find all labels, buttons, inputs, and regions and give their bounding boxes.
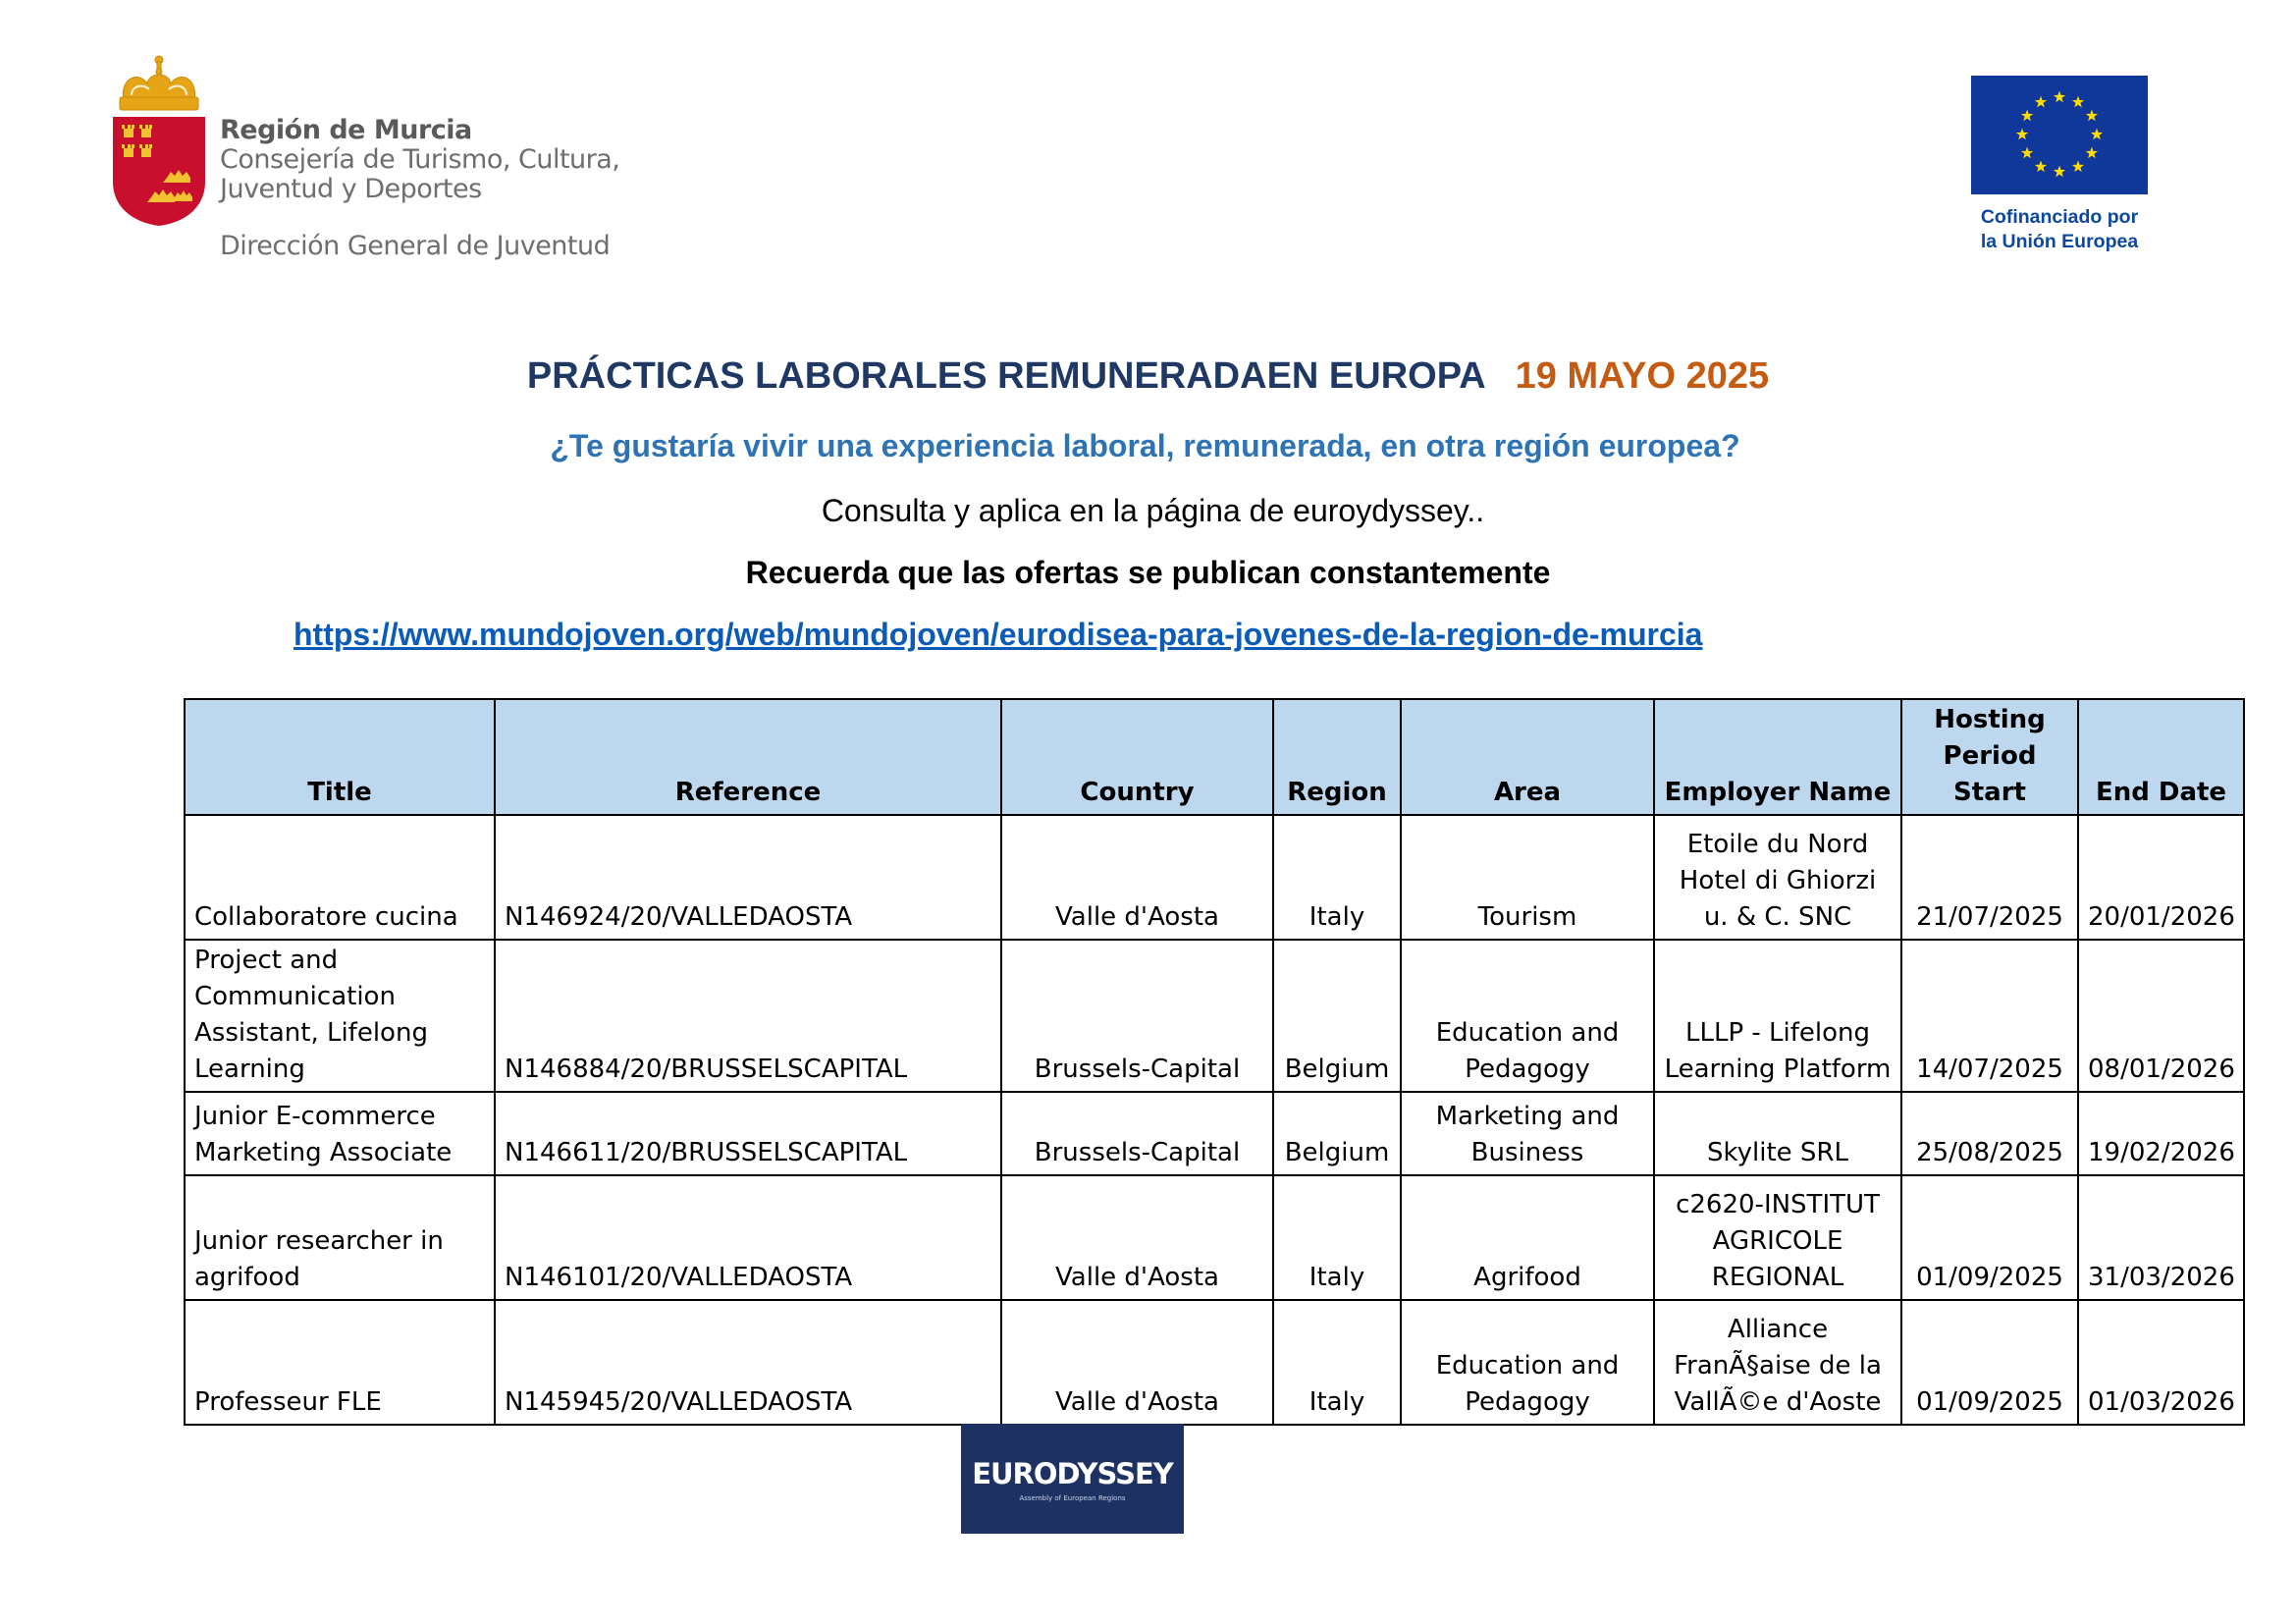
eurodyssey-logo <box>961 1424 1184 1534</box>
eu-caption <box>1971 205 2148 254</box>
table-row <box>185 815 2244 940</box>
cell-country: Valle d'Aosta <box>1001 1175 1273 1300</box>
cell-end-date: 01/03/2026 <box>2078 1300 2244 1425</box>
intro-question <box>0 428 2296 464</box>
cell-title: Professeur FLE <box>185 1300 495 1425</box>
table-row <box>185 1300 2244 1425</box>
eurodisea-link[interactable]: https://www.mundojoven.org/web/mundojoven/eurodisea-para-jovenes-de-la-region-de-murcia <box>294 617 1703 652</box>
cell-reference: N146884/20/BRUSSELSCAPITAL <box>495 940 1001 1092</box>
eu-caption-line2: la Unión Europea <box>1980 231 2139 252</box>
column-header-area: Area <box>1401 699 1654 815</box>
intro-consult-text: Consulta y aplica en la página de euroydyssey.. <box>821 493 1485 528</box>
table-row <box>185 940 2244 1092</box>
cell-reference: N146924/20/VALLEDAOSTA <box>495 815 1001 940</box>
cell-reference: N146611/20/BRUSSELSCAPITAL <box>495 1092 1001 1175</box>
cell-reference: N146101/20/VALLEDAOSTA <box>495 1175 1001 1300</box>
murcia-crest-icon <box>110 54 208 231</box>
page-date: 19 MAYO 2025 <box>1515 355 1770 397</box>
cell-hosting-start: 25/08/2025 <box>1901 1092 2078 1175</box>
cell-end-date: 31/03/2026 <box>2078 1175 2244 1300</box>
cell-employer: c2620-INSTITUT AGRICOLE REGIONAL <box>1654 1175 1901 1300</box>
intro-consult <box>0 493 2296 529</box>
murcia-department-line2: Juventud y Deportes <box>220 174 482 204</box>
eurodyssey-wordmark: EURODYSSEY <box>972 1457 1173 1490</box>
cell-end-date: 20/01/2026 <box>2078 815 2244 940</box>
table-row <box>185 1175 2244 1300</box>
cell-country: Valle d'Aosta <box>1001 1300 1273 1425</box>
cell-employer: Etoile du Nord Hotel di Ghiorzi u. & C. SNC <box>1654 815 1901 940</box>
eurodyssey-tagline: Assembly of European Regions <box>1019 1494 1126 1502</box>
cell-employer: Skylite SRL <box>1654 1092 1901 1175</box>
cell-area: Marketing and Business <box>1401 1092 1654 1175</box>
cell-country: Brussels-Capital <box>1001 940 1273 1092</box>
cell-country: Valle d'Aosta <box>1001 815 1273 940</box>
cell-end-date: 08/01/2026 <box>2078 940 2244 1092</box>
offers-table <box>184 698 2245 1426</box>
cell-hosting-start: 21/07/2025 <box>1901 815 2078 940</box>
eu-flag-icon <box>1971 76 2148 194</box>
cell-title: Collaboratore cucina <box>185 815 495 940</box>
cell-area: Tourism <box>1401 815 1654 940</box>
cell-area: Agrifood <box>1401 1175 1654 1300</box>
column-header-end-date: End Date <box>2078 699 2244 815</box>
column-header-employer: Employer Name <box>1654 699 1901 815</box>
intro-question-text: ¿Te gustaría vivir una experiencia laboral, remunerada, en otra región europea? <box>550 428 1740 463</box>
eu-caption-line1: Cofinanciado por <box>1980 206 2139 228</box>
cell-employer: LLLP - Lifelong Learning Platform <box>1654 940 1901 1092</box>
cell-country: Brussels-Capital <box>1001 1092 1273 1175</box>
cell-region: Italy <box>1273 1300 1401 1425</box>
cell-region: Belgium <box>1273 940 1401 1092</box>
eu-cofunded-logo <box>1971 76 2167 262</box>
murcia-directorate: Dirección General de Juventud <box>220 231 611 261</box>
cell-area: Education and Pedagogy <box>1401 940 1654 1092</box>
page-title: PRÁCTICAS LABORALES REMUNERADAEN EUROPA <box>526 355 1486 397</box>
column-header-reference: Reference <box>495 699 1001 815</box>
murcia-department-line1: Consejería de Turismo, Cultura, <box>220 144 620 175</box>
cell-region: Belgium <box>1273 1092 1401 1175</box>
cell-employer: Alliance FranÃ§aise de la VallÃ©e d'Aoste <box>1654 1300 1901 1425</box>
cell-end-date: 19/02/2026 <box>2078 1092 2244 1175</box>
cell-title: Junior E-commerce Marketing Associate <box>185 1092 495 1175</box>
table-row <box>185 1092 2244 1175</box>
cell-title: Project and Communication Assistant, Lifelong Learning <box>185 940 495 1092</box>
cell-hosting-start: 14/07/2025 <box>1901 940 2078 1092</box>
cell-region: Italy <box>1273 815 1401 940</box>
column-header-title: Title <box>185 699 495 815</box>
cell-hosting-start: 01/09/2025 <box>1901 1300 2078 1425</box>
cell-region: Italy <box>1273 1175 1401 1300</box>
intro-reminder <box>0 555 2296 591</box>
cell-hosting-start: 01/09/2025 <box>1901 1175 2078 1300</box>
page-heading <box>0 355 2296 398</box>
cell-area: Education and Pedagogy <box>1401 1300 1654 1425</box>
murcia-region-logo <box>110 54 620 261</box>
intro-reminder-text: Recuerda que las ofertas se publican constantemente <box>745 555 1551 590</box>
column-header-hosting-start: Hosting Period Start <box>1901 699 2078 815</box>
table-header-row <box>185 699 2244 815</box>
column-header-region: Region <box>1273 699 1401 815</box>
murcia-region-name: Región de Murcia <box>220 115 472 145</box>
column-header-country: Country <box>1001 699 1273 815</box>
cell-title: Junior researcher in agrifood <box>185 1175 495 1300</box>
cell-reference: N145945/20/VALLEDAOSTA <box>495 1300 1001 1425</box>
